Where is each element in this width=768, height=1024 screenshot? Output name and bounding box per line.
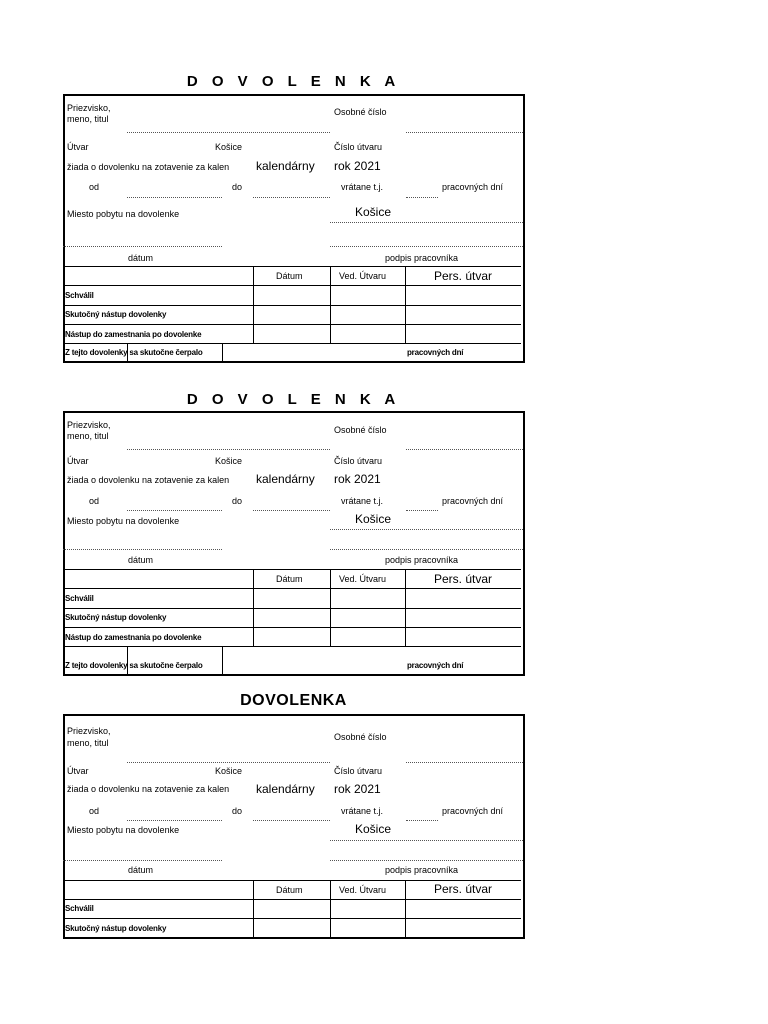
personal-number-field[interactable] [406,449,523,450]
days-field[interactable] [406,820,438,821]
row-schvalil: Schválil [65,291,94,300]
miesto-label: Miesto pobytu na dovolenke [67,209,180,219]
col-pers: Pers. útvar [434,269,493,283]
row-skutocny: Skutočný nástup dovolenky [65,924,167,933]
date-to-field[interactable] [253,197,330,198]
col-line [253,569,254,646]
date-sign-field[interactable] [63,246,222,247]
calendar-label: kalendárny [256,782,315,796]
datum-label: dátum [128,555,154,565]
date-to-field[interactable] [253,820,330,821]
col-datum: Dátum [276,885,303,895]
table-top-line [63,569,521,570]
col-ved: Ved. Útvaru [339,574,387,584]
year-label: rok 2021 [334,472,381,486]
do-label: do [232,496,243,506]
place-field[interactable] [330,840,523,841]
priezvisko-label: Priezvisko, [67,103,111,113]
pracovnych-dni-label: pracovných dní [442,806,504,816]
row-schvalil: Schválil [65,904,94,913]
col-pers: Pers. útvar [434,572,493,586]
row-line [63,918,521,919]
name-field[interactable] [127,449,330,450]
row-z-tejto: Z tejto dovolenky sa skutočne čerpalo [65,661,203,670]
col-line [330,266,331,343]
row-line [63,899,521,900]
podpis-label: podpis pracovníka [385,865,459,875]
place-field[interactable] [330,222,523,223]
signature-field[interactable] [330,246,523,247]
date-from-field[interactable] [127,197,222,198]
row-line [63,305,521,306]
row-pracovnych: pracovných dní [407,348,464,357]
personal-number-field[interactable] [406,762,523,763]
date-from-field[interactable] [127,510,222,511]
request-text: žiada o dovolenku na zotavenie za kalen [67,475,230,485]
col-ved: Ved. Útvaru [339,885,387,895]
table-top-line [63,266,521,267]
table-top-line [63,880,521,881]
row-nastup: Nástup do zamestnania po dovolenke [65,633,202,642]
col-datum: Dátum [276,271,303,281]
calendar-label: kalendárny [256,159,315,173]
podpis-label: podpis pracovníka [385,555,459,565]
col-line [330,880,331,937]
date-from-field[interactable] [127,820,222,821]
cislo-utvaru-label: Číslo útvaru [334,142,383,152]
vratane-label: vrátane t.j. [341,182,384,192]
row-line [63,285,521,286]
days-field[interactable] [406,197,438,198]
calendar-label: kalendárny [256,472,315,486]
place-field[interactable] [330,529,523,530]
request-text: žiada o dovolenku na zotavenie za kalen [67,162,230,172]
od-label: od [89,182,100,192]
pracovnych-dni-label: pracovných dní [442,496,504,506]
pracovnych-dni-label: pracovných dní [442,182,504,192]
year-label: rok 2021 [334,159,381,173]
col-line [330,569,331,646]
col-line [253,880,254,937]
date-sign-field[interactable] [63,549,222,550]
datum-label: dátum [128,253,154,263]
col-pers: Pers. útvar [434,882,493,896]
signature-field[interactable] [330,860,523,861]
row-skutocny: Skutočný nástup dovolenky [65,613,167,622]
row-line [63,588,521,589]
leave-form-1 [63,94,523,364]
row-schvalil: Schválil [65,594,94,603]
name-field[interactable] [127,762,330,763]
meno-label: meno, titul [67,738,109,748]
col-line [405,880,406,937]
request-text: žiada o dovolenku na zotavenie za kalen [67,784,230,794]
leave-form-2 [63,411,523,677]
col-line [222,343,223,361]
personal-number-field[interactable] [406,132,523,133]
row-line [63,343,521,344]
utvar-label: Útvar [67,456,89,466]
miesto-value: Košice [355,822,392,836]
meno-label: meno, titul [67,431,109,441]
utvar-label: Útvar [67,766,89,776]
od-label: od [89,806,100,816]
miesto-value: Košice [355,512,392,526]
col-line [222,646,223,674]
form-title: D O V O L E N K A [186,391,401,408]
utvar-value: Košice [215,766,243,776]
row-skutocny: Skutočný nástup dovolenky [65,310,167,319]
podpis-label: podpis pracovníka [385,253,459,263]
datum-label: dátum [128,865,154,875]
priezvisko-label: Priezvisko, [67,726,111,736]
cislo-utvaru-label: Číslo útvaru [334,456,383,466]
vratane-label: vrátane t.j. [341,806,384,816]
miesto-value: Košice [355,205,392,219]
osobne-cislo-label: Osobné číslo [334,425,387,435]
osobne-cislo-label: Osobné číslo [334,732,387,742]
leave-form-3 [63,714,523,940]
row-line [63,627,521,628]
osobne-cislo-label: Osobné číslo [334,107,387,117]
row-nastup: Nástup do zamestnania po dovolenke [65,330,202,339]
days-field[interactable] [406,510,438,511]
vratane-label: vrátane t.j. [341,496,384,506]
cislo-utvaru-label: Číslo útvaru [334,766,383,776]
miesto-label: Miesto pobytu na dovolenke [67,825,180,835]
priezvisko-label: Priezvisko, [67,420,111,430]
utvar-label: Útvar [67,142,89,152]
row-line [63,324,521,325]
od-label: od [89,496,100,506]
date-sign-field[interactable] [63,860,222,861]
col-line [253,266,254,343]
form-border [63,94,525,363]
col-line [405,569,406,646]
col-line [405,266,406,343]
col-ved: Ved. Útvaru [339,271,387,281]
row-z-tejto: Z tejto dovolenky sa skutočne čerpalo [65,348,203,357]
row-line [63,608,521,609]
miesto-label: Miesto pobytu na dovolenke [67,516,180,526]
col-datum: Dátum [276,574,303,584]
meno-label: meno, titul [67,114,109,124]
year-label: rok 2021 [334,782,381,796]
do-label: do [232,806,243,816]
do-label: do [232,182,243,192]
utvar-value: Košice [215,142,243,152]
utvar-value: Košice [215,456,243,466]
name-field[interactable] [127,132,330,133]
date-to-field[interactable] [253,510,330,511]
form-title: D O V O L E N K A [186,73,401,90]
signature-field[interactable] [330,549,523,550]
row-pracovnych: pracovných dní [407,661,464,670]
row-line [63,646,521,647]
form-title: DOVOLENKA [240,692,347,709]
